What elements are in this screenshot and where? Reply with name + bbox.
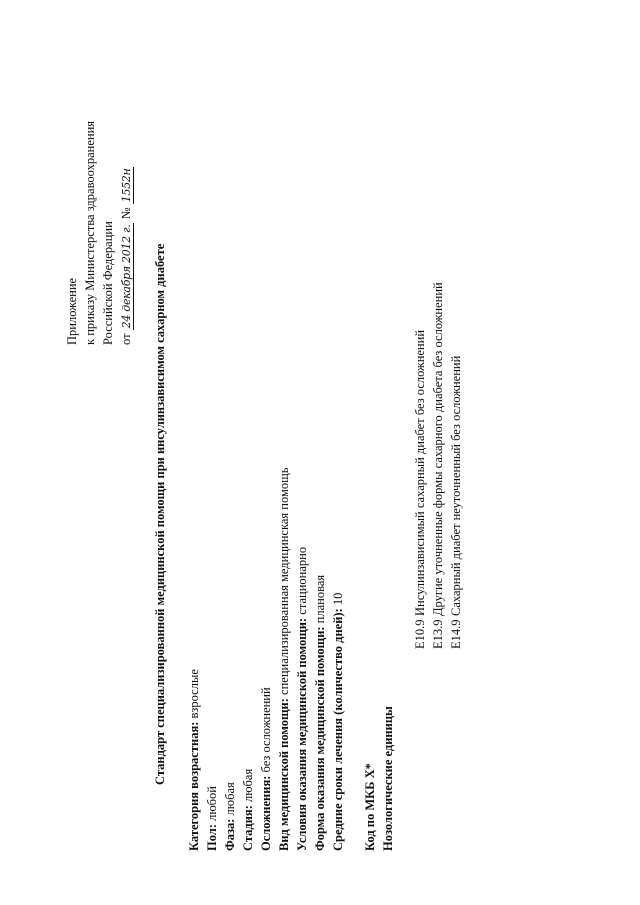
icd-row [412,330,428,649]
icd-code: E10.9 [413,619,427,649]
param-care-type: Вид медицинской помощи: специализированная медицинская помощь [277,467,291,851]
icd-row [448,356,464,649]
icd-code: E13.9 [431,619,445,649]
appendix-line-2: к приказу Министерства здравоохранения [83,120,97,345]
appendix-date-line [118,167,134,345]
handwritten-date: 24 декабря 2012 г. [120,224,133,329]
number-label: № [119,207,133,220]
param-care-conditions: Условия оказания медицинской помощи: стационарно [295,546,309,851]
param-stage: Стадия: любая [241,768,255,851]
param-complications: Осложнения: без осложнений [259,687,273,851]
appendix-line-3: Российской Федерации [101,221,115,345]
icd-code: E14.9 [449,619,463,649]
date-prefix: от [119,333,133,345]
param-sex: Пол: любой [205,786,219,851]
param-treatment-duration: Средние сроки лечения (количество дней): 10 [331,592,345,851]
icd-text: Другие уточненные формы сахарного диабета без осложнений [431,282,445,616]
icd-code-label: Код по МКБ X* [363,763,377,851]
nosology-label: Нозологические единицы [381,706,395,851]
appendix-line-1: Приложение [65,277,79,345]
icd-row [430,282,446,649]
icd-text: Сахарный диабет неуточненный без осложнений [449,355,463,616]
param-care-form: Форма оказания медицинской помощи: плановая [313,574,327,851]
icd-text: Инсулинзависимый сахарный диабет без осложнений [413,329,427,616]
param-phase: Фаза: любая [223,782,237,851]
handwritten-number: 1552н [120,168,133,203]
document-title: Стандарт специализированной медицинской помощи при инсулинзависимом сахарном диабете [153,243,167,785]
param-age-category: Категория возрастная: взрослые [187,669,201,851]
